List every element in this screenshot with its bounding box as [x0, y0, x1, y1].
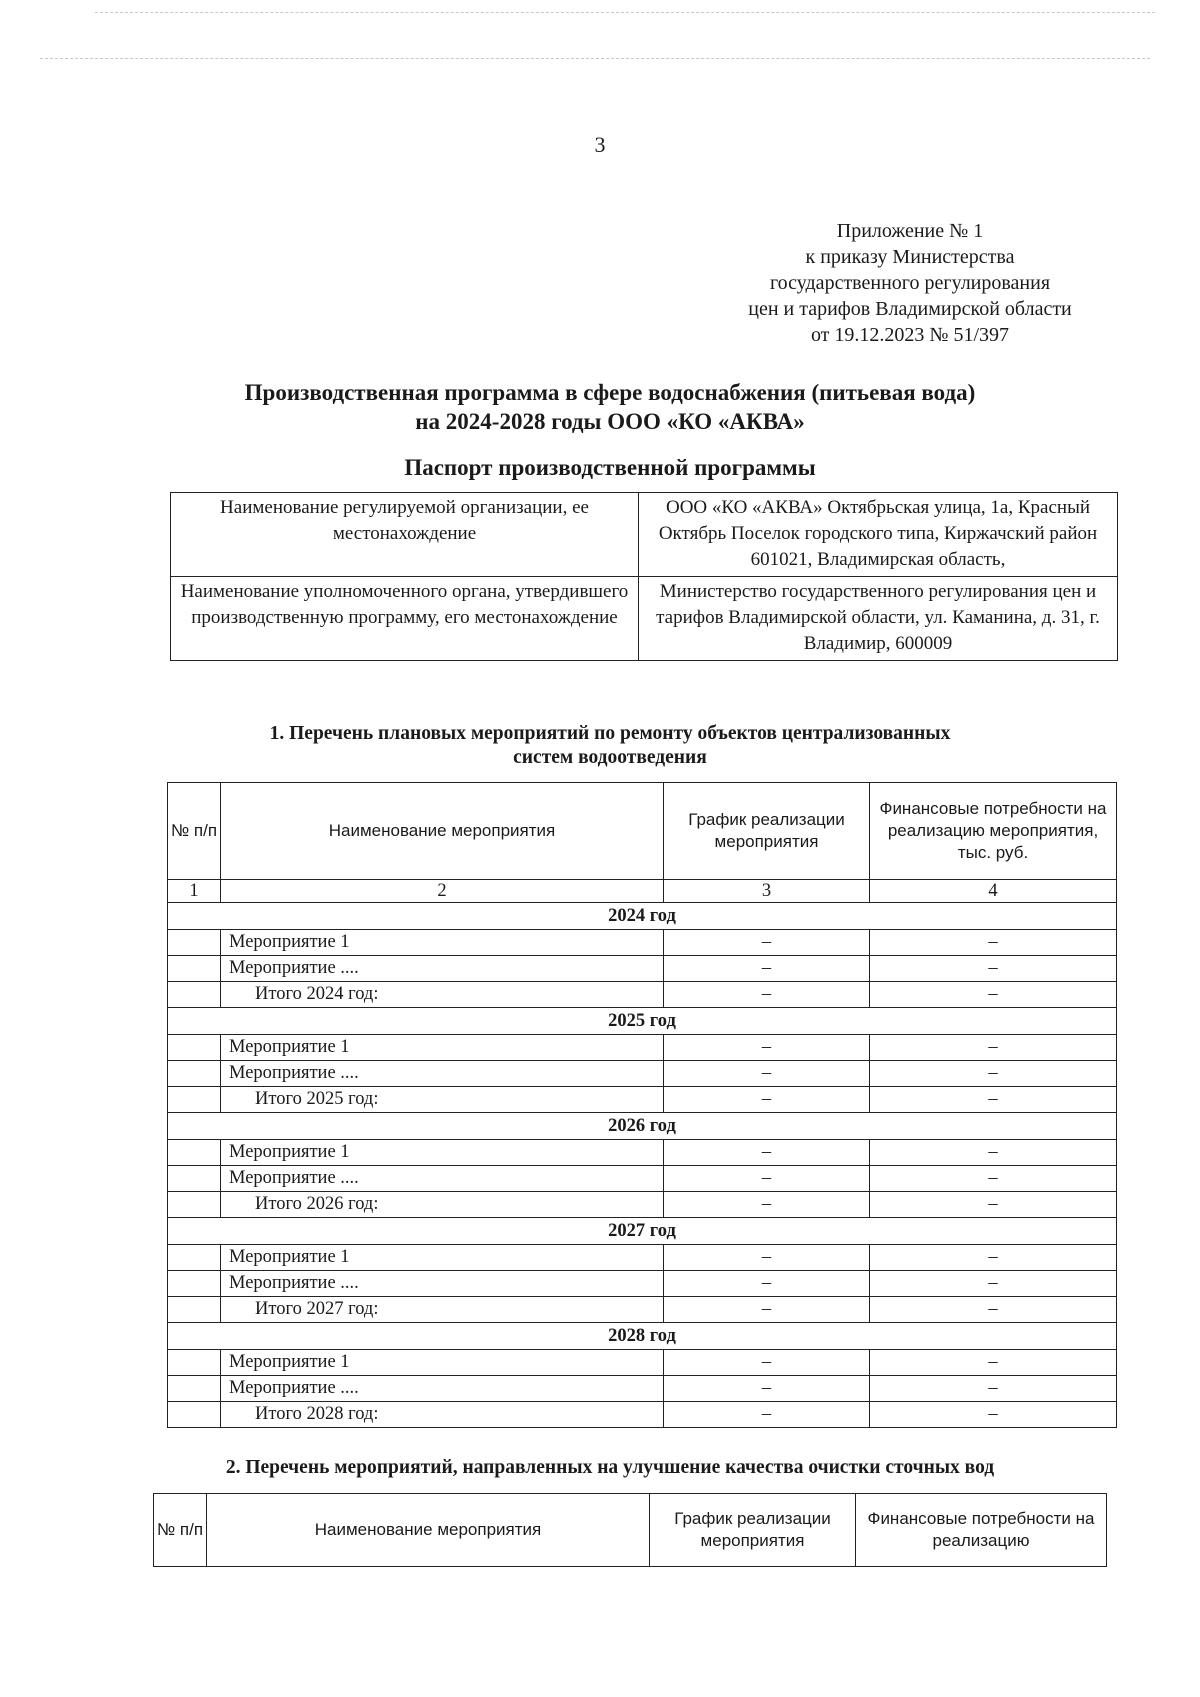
document-title-line: на 2024-2028 годы ООО «КО «АКВА» [415, 409, 805, 434]
event-schedule: – [664, 1402, 870, 1428]
column-number: 4 [870, 880, 1117, 903]
event-schedule: – [664, 1087, 870, 1113]
table-row [168, 1245, 1117, 1271]
table-row [168, 1376, 1117, 1402]
table-row [168, 956, 1117, 982]
event-finance: – [870, 1271, 1117, 1297]
event-finance: – [870, 1350, 1117, 1376]
event-name: Мероприятие .... [221, 1061, 664, 1087]
event-total: Итого 2026 год: [221, 1192, 664, 1218]
row-num [168, 1192, 221, 1218]
table-row [168, 1166, 1117, 1192]
header-schedule: График реализации мероприятия [664, 783, 870, 880]
event-schedule: – [664, 930, 870, 956]
event-schedule: – [664, 1192, 870, 1218]
column-number-row [168, 880, 1117, 903]
event-schedule: – [664, 982, 870, 1008]
event-name: Мероприятие 1 [221, 1035, 664, 1061]
year-row [168, 1113, 1117, 1140]
header-finance: Финансовые потребности на реализацию мероприятия, тыс. руб. [870, 783, 1117, 880]
event-total: Итого 2027 год: [221, 1297, 664, 1323]
table-row [168, 1350, 1117, 1376]
event-finance: – [870, 1297, 1117, 1323]
appendix-block [700, 218, 1120, 348]
event-name: Мероприятие .... [221, 1271, 664, 1297]
appendix-line: цен и тарифов Владимирской области [748, 298, 1072, 320]
table-row [168, 982, 1117, 1008]
quality-events-table [153, 1493, 1107, 1567]
event-total: Итого 2028 год: [221, 1402, 664, 1428]
row-num [168, 1140, 221, 1166]
passport-table [170, 492, 1118, 661]
scan-artifact-line [95, 12, 1155, 14]
year-row [168, 1218, 1117, 1245]
passport-label: Наименование регулируемой организации, ее местонахождение [171, 493, 639, 577]
year-row [168, 903, 1117, 930]
table-row [168, 1402, 1117, 1428]
year-label: 2024 год [168, 903, 1117, 930]
passport-label: Наименование уполномоченного органа, утвердившего производственную программу, его местонахождение [171, 577, 639, 661]
event-name: Мероприятие 1 [221, 1350, 664, 1376]
event-name: Мероприятие .... [221, 956, 664, 982]
table-row [168, 1035, 1117, 1061]
section-1-title-line: 1. Перечень плановых мероприятий по ремонту объектов централизованных [269, 723, 951, 744]
event-schedule: – [664, 1140, 870, 1166]
event-name: Мероприятие .... [221, 1376, 664, 1402]
event-schedule: – [664, 1376, 870, 1402]
row-num [168, 956, 221, 982]
event-schedule: – [664, 1245, 870, 1271]
event-finance: – [870, 1376, 1117, 1402]
appendix-line: Приложение № 1 [836, 220, 984, 242]
table-header-row [154, 1494, 1107, 1567]
event-name: Мероприятие 1 [221, 930, 664, 956]
event-finance: – [870, 1061, 1117, 1087]
scan-artifact-line [40, 58, 1150, 60]
event-schedule: – [664, 1166, 870, 1192]
event-schedule: – [664, 1061, 870, 1087]
table-header-row [168, 783, 1117, 880]
appendix-line: к приказу Министерства [805, 246, 1015, 268]
section-1-title-line: систем водоотведения [513, 747, 707, 768]
event-finance: – [870, 1035, 1117, 1061]
year-row [168, 1008, 1117, 1035]
event-finance: – [870, 982, 1117, 1008]
year-row [168, 1323, 1117, 1350]
table-row [168, 1192, 1117, 1218]
event-total: Итого 2024 год: [221, 982, 664, 1008]
year-label: 2025 год [168, 1008, 1117, 1035]
section-1-title [140, 722, 1080, 770]
column-number: 2 [221, 880, 664, 903]
row-num [168, 1271, 221, 1297]
row-num [168, 1061, 221, 1087]
passport-title: Паспорт производственной программы [404, 455, 816, 480]
table-row [168, 930, 1117, 956]
year-label: 2028 год [168, 1323, 1117, 1350]
row-num [168, 1166, 221, 1192]
event-finance: – [870, 1402, 1117, 1428]
table-row [168, 1297, 1117, 1323]
event-schedule: – [664, 1035, 870, 1061]
column-number: 3 [664, 880, 870, 903]
appendix-line: государственного регулирования [769, 272, 1051, 294]
column-number: 1 [168, 880, 221, 903]
event-name: Мероприятие 1 [221, 1245, 664, 1271]
row-num [168, 1035, 221, 1061]
event-finance: – [870, 1245, 1117, 1271]
document-title [140, 378, 1080, 436]
event-schedule: – [664, 1271, 870, 1297]
table-row [168, 1271, 1117, 1297]
event-finance: – [870, 930, 1117, 956]
table-row [168, 1140, 1117, 1166]
event-finance: – [870, 956, 1117, 982]
passport-value: Министерство государственного регулирования цен и тарифов Владимирской области, ул. Каманина, д. 31, г. Владимир, 600009 [639, 577, 1118, 661]
event-schedule: – [664, 956, 870, 982]
header-num: № п/п [154, 1494, 207, 1567]
row-num [168, 1087, 221, 1113]
appendix-line: от 19.12.2023 № 51/397 [810, 324, 1010, 346]
header-finance: Финансовые потребности на реализацию [856, 1494, 1107, 1567]
row-num [168, 1245, 221, 1271]
passport-row [171, 577, 1118, 661]
passport-value: ООО «КО «АКВА» Октябрьская улица, 1а, Красный Октябрь Поселок городского типа, Киржачский район 601021, Владимирская область, [639, 493, 1118, 577]
row-num [168, 1297, 221, 1323]
document-title-line: Производственная программа в сфере водоснабжения (питьевая вода) [244, 380, 976, 405]
event-finance: – [870, 1140, 1117, 1166]
event-name: Мероприятие 1 [221, 1140, 664, 1166]
header-schedule: График реализации мероприятия [650, 1494, 856, 1567]
header-num: № п/п [168, 783, 221, 880]
event-finance: – [870, 1192, 1117, 1218]
page-number: 3 [594, 132, 606, 157]
event-total: Итого 2025 год: [221, 1087, 664, 1113]
row-num [168, 982, 221, 1008]
repair-events-table [167, 782, 1117, 1428]
passport-row [171, 493, 1118, 577]
event-finance: – [870, 1166, 1117, 1192]
row-num [168, 930, 221, 956]
event-schedule: – [664, 1297, 870, 1323]
row-num [168, 1402, 221, 1428]
section-2-title: 2. Перечень мероприятий, направленных на улучшение качества очистки сточных вод [225, 1457, 995, 1478]
header-name: Наименование мероприятия [207, 1494, 650, 1567]
row-num [168, 1376, 221, 1402]
header-name: Наименование мероприятия [221, 783, 664, 880]
table-row [168, 1087, 1117, 1113]
event-schedule: – [664, 1350, 870, 1376]
year-label: 2027 год [168, 1218, 1117, 1245]
table-row [168, 1061, 1117, 1087]
event-finance: – [870, 1087, 1117, 1113]
year-label: 2026 год [168, 1113, 1117, 1140]
event-name: Мероприятие .... [221, 1166, 664, 1192]
row-num [168, 1350, 221, 1376]
